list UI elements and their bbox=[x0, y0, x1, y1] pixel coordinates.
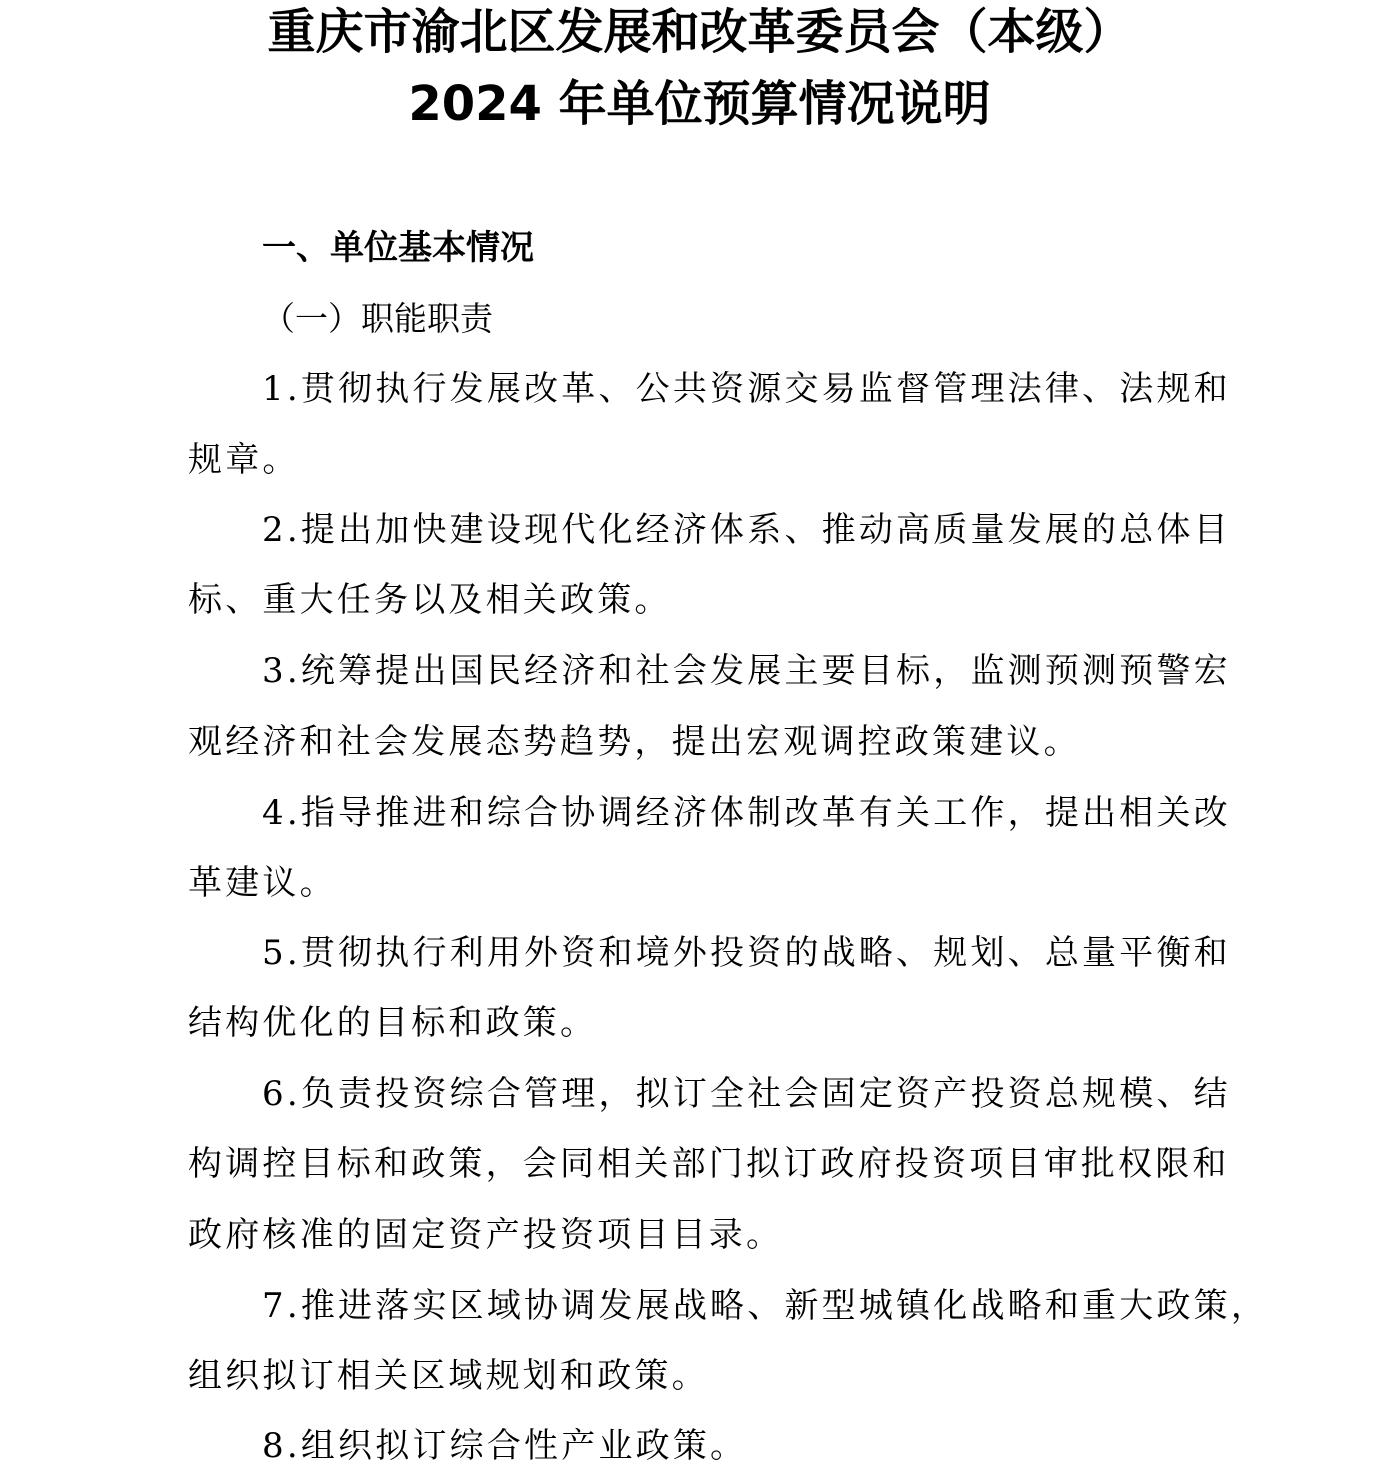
paragraph-1-line-2: 规章。 bbox=[188, 440, 300, 480]
paragraph-5-line-1: 5.贯彻执行利用外资和境外投资的战略、规划、总量平衡和 bbox=[262, 933, 1231, 973]
paragraph-3-line-1: 3.统筹提出国民经济和社会发展主要目标，监测预测预警宏 bbox=[262, 651, 1231, 691]
paragraph-2-line-2: 标、重大任务以及相关政策。 bbox=[188, 580, 672, 620]
paragraph-1-line-1: 1.贯彻执行发展改革、公共资源交易监督管理法律、法规和 bbox=[262, 369, 1231, 409]
section-heading: 一、单位基本情况 bbox=[262, 228, 534, 268]
paragraph-6-line-3: 政府核准的固定资产投资项目目录。 bbox=[188, 1215, 784, 1255]
subsection-heading: （一）职能职责 bbox=[262, 299, 493, 338]
paragraph-4-line-1: 4.指导推进和综合协调经济体制改革有关工作，提出相关改 bbox=[262, 793, 1231, 833]
paragraph-6-line-1: 6.负责投资综合管理，拟订全社会固定资产投资总规模、结 bbox=[262, 1074, 1231, 1114]
paragraph-4-line-2: 革建议。 bbox=[188, 863, 337, 903]
paragraph-5-line-2: 结构优化的目标和政策。 bbox=[188, 1003, 598, 1043]
paragraph-3-line-2: 观经济和社会发展态势趋势，提出宏观调控政策建议。 bbox=[188, 722, 1081, 762]
paragraph-7-line-1: 7.推进落实区域协调发展战略、新型城镇化战略和重大政策， bbox=[262, 1286, 1269, 1326]
paragraph-8-line-1: 8.组织拟订综合性产业政策。 bbox=[262, 1426, 748, 1466]
paragraph-2-line-1: 2.提出加快建设现代化经济体系、推动高质量发展的总体目 bbox=[262, 510, 1231, 550]
paragraph-7-line-2: 组织拟订相关区域规划和政策。 bbox=[188, 1356, 709, 1396]
document-title-line-1: 重庆市渝北区发展和改革委员会（本级） bbox=[267, 4, 1132, 60]
paragraph-6-line-2: 构调控目标和政策，会同相关部门拟订政府投资项目审批权限和 bbox=[188, 1144, 1230, 1184]
document-title-line-2: 2024 年单位预算情况说明 bbox=[408, 76, 991, 132]
